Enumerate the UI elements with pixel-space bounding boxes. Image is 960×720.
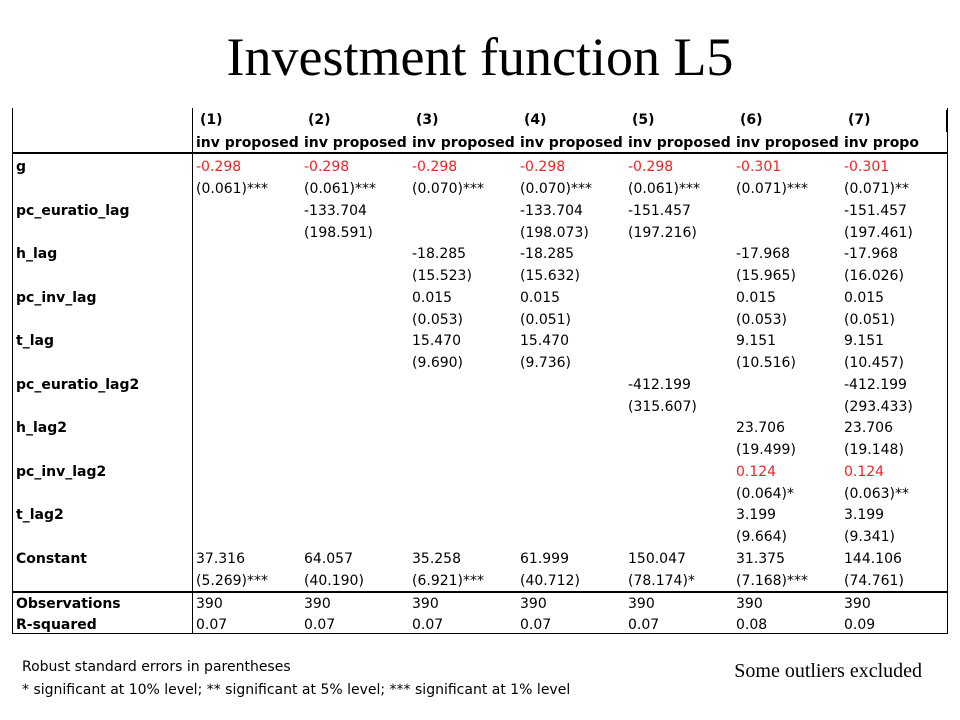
coefficient-cell: 37.316 (196, 551, 245, 567)
column-dependent-label: inv proposed (736, 135, 839, 151)
coefficient-cell: 15.470 (412, 333, 461, 349)
standard-error-cell: (0.070)*** (520, 181, 593, 197)
standard-error-cell: (0.071)*** (736, 181, 809, 197)
coefficient-cell: 23.706 (736, 420, 785, 436)
standard-error-cell: (0.064)* (736, 486, 795, 502)
column-number: (5) (632, 112, 655, 128)
standard-error-cell: (9.341) (844, 529, 896, 545)
standard-error-cell: (0.070)*** (412, 181, 485, 197)
standard-error-cell: (19.148) (844, 442, 904, 458)
coefficient-cell: 0.124 (736, 464, 777, 480)
coefficient-cell: 23.706 (844, 420, 893, 436)
standard-error-cell: (315.607) (628, 399, 697, 415)
coefficient-cell: -0.301 (736, 159, 782, 175)
column-number: (2) (308, 112, 331, 128)
coefficient-cell: 0.015 (844, 290, 885, 306)
row-label: g (16, 159, 27, 175)
standard-error-cell: (19.499) (736, 442, 796, 458)
header-rule (13, 152, 947, 154)
coefficient-cell: -0.298 (412, 159, 458, 175)
standard-error-cell: (197.461) (844, 225, 913, 241)
coefficient-cell: -412.199 (628, 377, 691, 393)
stat-value-cell: 390 (520, 596, 547, 612)
coefficient-cell: -151.457 (844, 203, 907, 219)
column-dependent-label: inv proposed (304, 135, 407, 151)
coefficient-cell: -17.968 (844, 246, 899, 262)
coefficient-cell: 31.375 (736, 551, 785, 567)
standard-error-cell: (197.216) (628, 225, 697, 241)
note-robust-se: Robust standard errors in parentheses (22, 659, 291, 675)
column-number: (1) (200, 112, 223, 128)
standard-error-cell: (0.053) (412, 312, 464, 328)
standard-error-cell: (16.026) (844, 268, 904, 284)
stats-rule (13, 591, 947, 593)
stat-value-cell: 0.07 (304, 617, 336, 633)
column-dependent-label: inv proposed (412, 135, 515, 151)
column-dependent-label: inv proposed (196, 135, 299, 151)
stat-label: R-squared (16, 617, 97, 633)
regression-table (12, 108, 948, 634)
standard-error-cell: (0.051) (520, 312, 572, 328)
coefficient-cell: -0.301 (844, 159, 890, 175)
standard-error-cell: (40.190) (304, 573, 364, 589)
standard-error-cell: (9.690) (412, 355, 464, 371)
standard-error-cell: (78.174)* (628, 573, 695, 589)
row-label: pc_inv_lag (16, 290, 97, 306)
coefficient-cell: 0.015 (412, 290, 453, 306)
standard-error-cell: (6.921)*** (412, 573, 485, 589)
standard-error-cell: (40.712) (520, 573, 580, 589)
coefficient-cell: 144.106 (844, 551, 902, 567)
standard-error-cell: (0.061)*** (304, 181, 377, 197)
stat-value-cell: 0.07 (196, 617, 228, 633)
standard-error-cell: (0.051) (844, 312, 896, 328)
row-label: h_lag2 (16, 420, 67, 436)
coefficient-cell: -151.457 (628, 203, 691, 219)
standard-error-cell: (293.433) (844, 399, 913, 415)
stat-value-cell: 390 (628, 596, 655, 612)
standard-error-cell: (9.736) (520, 355, 572, 371)
coefficient-cell: 3.199 (736, 507, 777, 523)
stat-label: Observations (16, 596, 121, 612)
column-number: (6) (740, 112, 763, 128)
coefficient-cell: 3.199 (844, 507, 885, 523)
coefficient-cell: -0.298 (304, 159, 350, 175)
coefficient-cell: 9.151 (736, 333, 777, 349)
standard-error-cell: (74.761) (844, 573, 904, 589)
stat-value-cell: 0.07 (628, 617, 660, 633)
coefficient-cell: 9.151 (844, 333, 885, 349)
coefficient-cell: -17.968 (736, 246, 791, 262)
coefficient-cell: 61.999 (520, 551, 569, 567)
stat-value-cell: 0.07 (520, 617, 552, 633)
column-number: (7) (848, 112, 871, 128)
standard-error-cell: (198.073) (520, 225, 589, 241)
standard-error-cell: (0.071)** (844, 181, 910, 197)
coefficient-cell: 150.047 (628, 551, 686, 567)
row-label: h_lag (16, 246, 58, 262)
row-label: pc_euratio_lag (16, 203, 130, 219)
coefficient-cell: -133.704 (520, 203, 583, 219)
coefficient-cell: 0.124 (844, 464, 885, 480)
standard-error-cell: (0.053) (736, 312, 788, 328)
standard-error-cell: (0.063)** (844, 486, 910, 502)
row-label: Constant (16, 551, 87, 567)
stat-value-cell: 0.09 (844, 617, 876, 633)
stat-value-cell: 390 (304, 596, 331, 612)
stat-value-cell: 390 (736, 596, 763, 612)
row-label: pc_inv_lag2 (16, 464, 107, 480)
note-significance: * significant at 10% level; ** significant at 5% level; *** significant at 1% level (22, 682, 571, 698)
standard-error-cell: (10.457) (844, 355, 904, 371)
label-column-divider (192, 108, 193, 633)
coefficient-cell: -133.704 (304, 203, 367, 219)
coefficient-cell: -0.298 (196, 159, 242, 175)
slide-title: Investment function L5 (226, 27, 734, 87)
standard-error-cell: (9.664) (736, 529, 788, 545)
stat-value-cell: 0.08 (736, 617, 768, 633)
coefficient-cell: 15.470 (520, 333, 569, 349)
coefficient-cell: -18.285 (412, 246, 467, 262)
standard-error-cell: (7.168)*** (736, 573, 809, 589)
coefficient-cell: -0.298 (520, 159, 566, 175)
column-dependent-label: inv propo (844, 135, 919, 151)
column-number: (4) (524, 112, 547, 128)
coefficient-cell: 0.015 (520, 290, 561, 306)
coefficient-cell: -0.298 (628, 159, 674, 175)
standard-error-cell: (5.269)*** (196, 573, 269, 589)
standard-error-cell: (15.632) (520, 268, 580, 284)
standard-error-cell: (15.965) (736, 268, 796, 284)
coefficient-cell: -18.285 (520, 246, 575, 262)
row-label: t_lag2 (16, 507, 64, 523)
coefficient-cell: 35.258 (412, 551, 461, 567)
column-number: (3) (416, 112, 439, 128)
coefficient-cell: 64.057 (304, 551, 353, 567)
stat-value-cell: 390 (196, 596, 223, 612)
standard-error-cell: (15.523) (412, 268, 472, 284)
coefficient-cell: 0.015 (736, 290, 777, 306)
stat-value-cell: 390 (844, 596, 871, 612)
row-label: pc_euratio_lag2 (16, 377, 140, 393)
outliers-note: Some outliers excluded (734, 660, 922, 682)
column-dependent-label: inv proposed (628, 135, 731, 151)
standard-error-cell: (10.516) (736, 355, 796, 371)
standard-error-cell: (198.591) (304, 225, 373, 241)
standard-error-cell: (0.061)*** (196, 181, 269, 197)
coefficient-cell: -412.199 (844, 377, 907, 393)
column-dependent-label: inv proposed (520, 135, 623, 151)
stat-value-cell: 390 (412, 596, 439, 612)
row-label: t_lag (16, 333, 54, 349)
stat-value-cell: 0.07 (412, 617, 444, 633)
standard-error-cell: (0.061)*** (628, 181, 701, 197)
